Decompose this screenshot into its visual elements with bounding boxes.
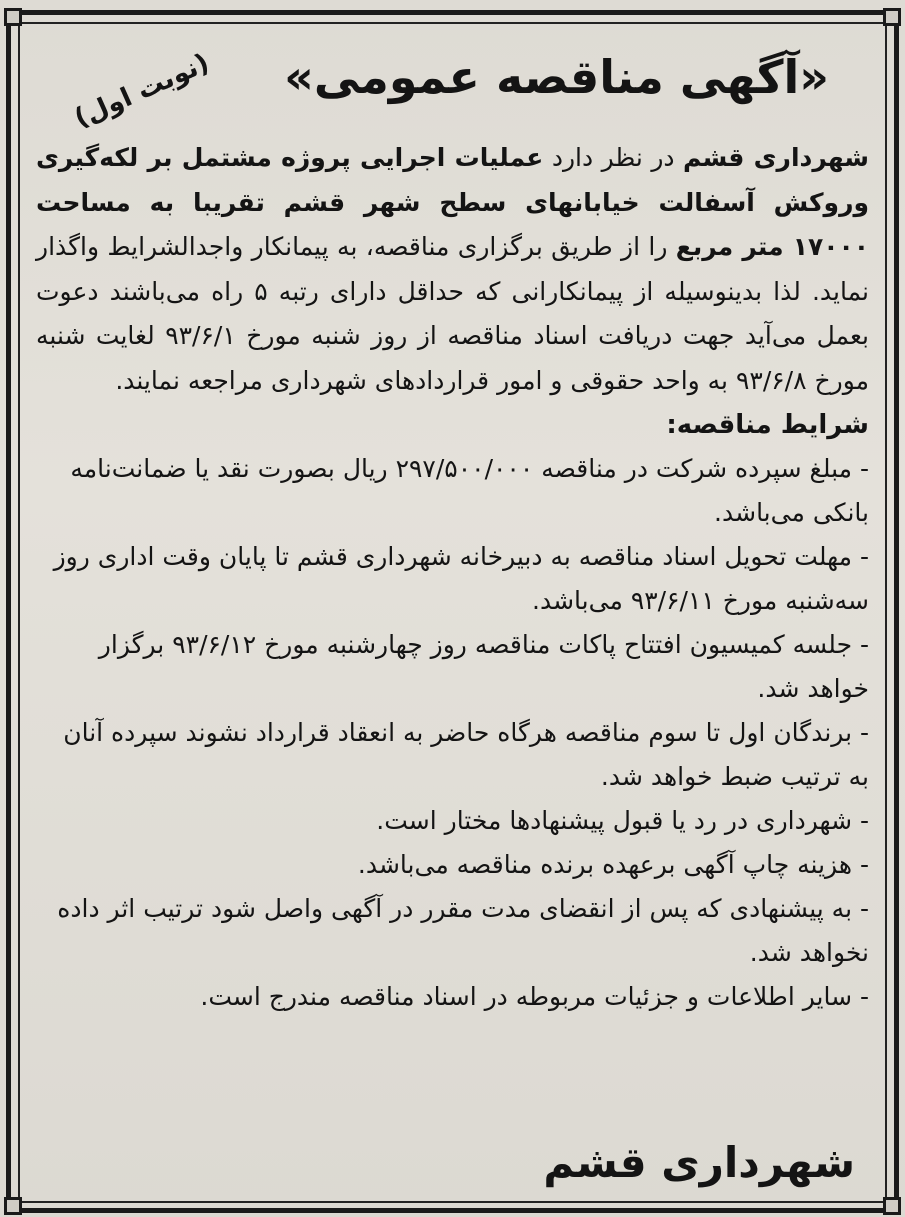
condition-late-bids: - به پیشنهادی که پس از انقضای مدت مقرر در آگهی واصل شود ترتیب اثر داده نخواهد شد. xyxy=(57,894,869,967)
notice-header xyxy=(36,36,869,136)
round-label: (نوبت اول) xyxy=(70,48,214,134)
signature: شهرداری قشم xyxy=(543,1138,855,1187)
condition-winners-deposit: - برندگان اول تا سوم مناقصه هرگاه حاضر به انعقاد قرارداد نشوند سپرده آنان به ترتیب ضبط خواهد شد. xyxy=(63,718,869,791)
condition-delivery-deadline: - مهلت تحویل اسناد مناقصه به دبیرخانه شهرداری قشم تا پایان وقت اداری روز سه‌شنبه مورخ ۹۳/۶/۱۱ می‌باشد. xyxy=(53,542,869,615)
intro-paragraph xyxy=(36,136,869,403)
notice-content xyxy=(36,36,869,1193)
condition-other-info: - سایر اطلاعات و جزئیات مربوطه در اسناد مناقصه مندرج است. xyxy=(200,982,869,1011)
conditions-heading: شرایط مناقصه: xyxy=(666,410,869,440)
intro-text-2: را از طریق برگزاری مناقصه، به پیمانکار واجدالشرایط واگذار نماید. لذا بدینوسیله از پیمانکارانی که حداقل دارای رتبه ۵ راه می‌باشند دعوت بعمل می‌آید جهت دریافت اسناد مناقصه از روز شنبه مورخ ۹۳/۶/۱ لغایت شنبه مورخ ۹۳/۶/۸ به واحد حقوقی و امور قراردادهای شهرداری مراجعه نمایند. xyxy=(36,232,869,395)
notice-title: «آگهی مناقصه عمومی» xyxy=(284,50,829,104)
condition-ad-cost: - هزینه چاپ آگهی برعهده برنده مناقصه می‌باشد. xyxy=(357,850,869,879)
project-description: عملیات اجرایی پروژه مشتمل بر لکه‌گیری وروکش آسفالت خیابانهای سطح شهر قشم تقریبا به مساحت ۱۷۰۰۰ متر مربع xyxy=(36,143,869,261)
condition-deposit: - مبلغ سپرده شرکت در مناقصه ۲۹۷/۵۰۰/۰۰۰ ریال بصورت نقد یا ضمانت‌نامه بانکی می‌باشد. xyxy=(70,454,869,527)
condition-municipality-right: - شهرداری در رد یا قبول پیشنهادها مختار است. xyxy=(376,806,869,835)
corner-ornament xyxy=(4,8,22,26)
corner-ornament xyxy=(883,8,901,26)
intro-text-1: در نظر دارد xyxy=(543,143,683,172)
corner-ornament xyxy=(4,1197,22,1215)
condition-opening-session: - جلسه کمیسیون افتتاح پاکات مناقصه روز چهارشنبه مورخ ۹۳/۶/۱۲ برگزار خواهد شد. xyxy=(98,630,869,703)
corner-ornament xyxy=(883,1197,901,1215)
organization-name: شهرداری قشم xyxy=(683,143,869,172)
